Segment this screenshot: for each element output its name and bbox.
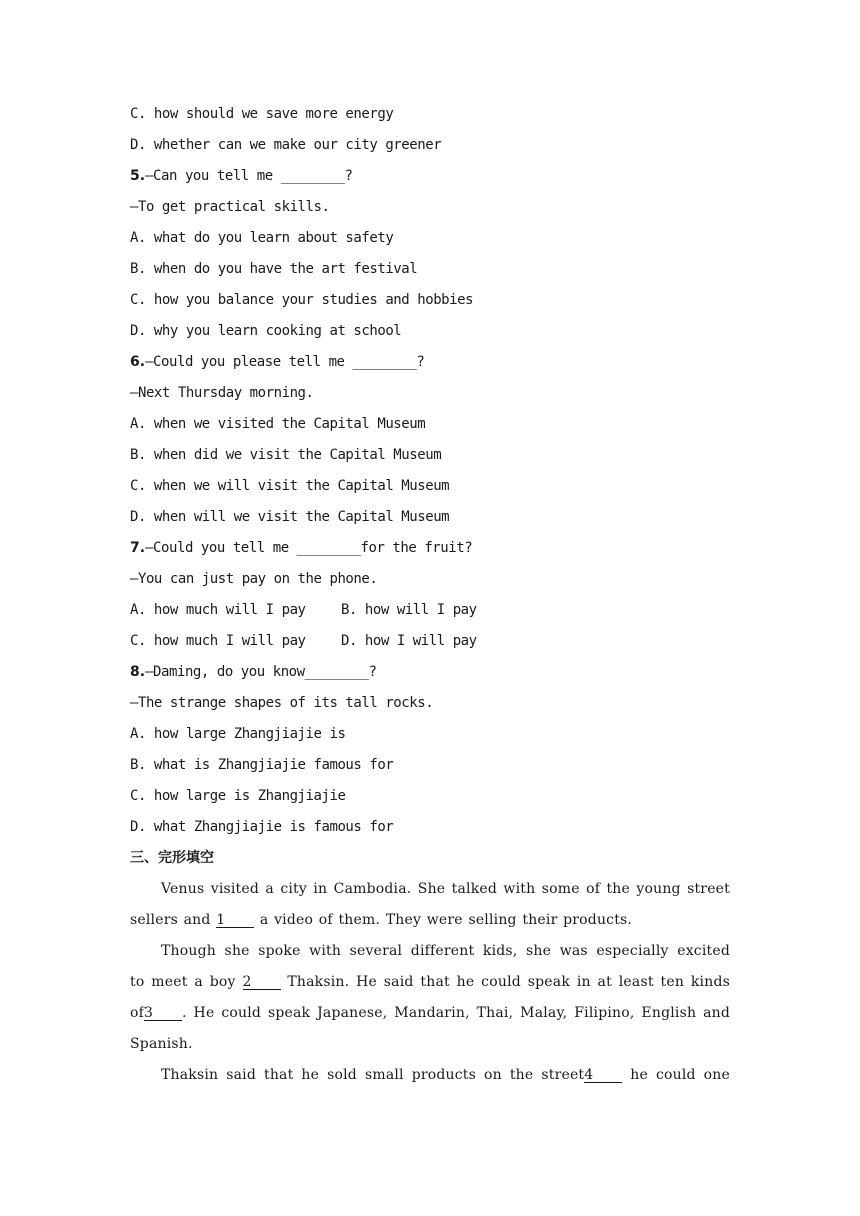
question-6 bbox=[130, 347, 730, 378]
option-text: A. when we visited the Capital Museum bbox=[130, 416, 426, 432]
option-text: C. how large is Zhangjiajie bbox=[130, 788, 346, 804]
option-text: D. when will we visit the Capital Museum bbox=[130, 509, 450, 525]
question-number: 7. bbox=[130, 540, 146, 556]
blank-1: 1 bbox=[216, 913, 254, 928]
answer-text: —The strange shapes of its tall rocks. bbox=[130, 695, 434, 711]
option-text: D. whether can we make our city greener bbox=[130, 137, 442, 153]
passage-text: Thaksin said that he sold small products on the street bbox=[161, 1067, 585, 1083]
blank-4: 4 bbox=[584, 1068, 622, 1083]
question-number: 5. bbox=[130, 168, 146, 184]
section-title: 三、完形填空 bbox=[130, 850, 214, 866]
passage-line bbox=[130, 1060, 730, 1091]
question-7 bbox=[130, 533, 730, 564]
option-row bbox=[130, 626, 730, 657]
question-text: —Daming, do you know________? bbox=[145, 664, 377, 680]
passage-line: Venus visited a city in Cambodia. She talked with some of the young street bbox=[161, 881, 730, 897]
passage-text: he could one bbox=[622, 1067, 730, 1083]
answer-text: —To get practical skills. bbox=[130, 199, 330, 215]
option-row bbox=[130, 595, 730, 626]
passage-line bbox=[130, 905, 730, 936]
passage-text: . He could speak Japanese, Mandarin, Thai, Malay, Filipino, English and bbox=[182, 1005, 730, 1021]
question-5 bbox=[130, 161, 730, 192]
passage-line bbox=[130, 998, 730, 1029]
option-text: B. when did we visit the Capital Museum bbox=[130, 447, 442, 463]
option-text: C. how much I will pay bbox=[130, 633, 306, 649]
answer-text: —Next Thursday morning. bbox=[130, 385, 314, 401]
option-text: A. how large Zhangjiajie is bbox=[130, 726, 346, 742]
option-text: C. when we will visit the Capital Museum bbox=[130, 478, 450, 494]
blank-3: 3 bbox=[144, 1006, 182, 1021]
option-text: D. why you learn cooking at school bbox=[130, 323, 402, 339]
passage-line bbox=[130, 967, 730, 998]
answer-text: —You can just pay on the phone. bbox=[130, 571, 378, 587]
option-text: C. how should we save more energy bbox=[130, 106, 394, 122]
blank-2: 2 bbox=[243, 975, 281, 990]
passage-text: Thaksin. He said that he could speak in at least ten kinds bbox=[280, 974, 730, 990]
passage-line: Though she spoke with several different kids, she was especially excited bbox=[161, 943, 730, 959]
exam-page bbox=[130, 99, 730, 1091]
option-text: C. how you balance your studies and hobbies bbox=[130, 292, 474, 308]
passage-text: a video of them. They were selling their products. bbox=[254, 912, 633, 928]
option-text: D. how I will pay bbox=[341, 633, 477, 649]
question-number: 6. bbox=[130, 354, 146, 370]
question-number: 8. bbox=[130, 664, 146, 680]
question-text: —Can you tell me ________? bbox=[145, 168, 353, 184]
option-text: B. what is Zhangjiajie famous for bbox=[130, 757, 394, 773]
option-text: D. what Zhangjiajie is famous for bbox=[130, 819, 394, 835]
option-text: A. what do you learn about safety bbox=[130, 230, 394, 246]
passage-text: sellers and bbox=[130, 912, 217, 928]
question-8 bbox=[130, 657, 730, 688]
passage-text: to meet a boy bbox=[130, 974, 243, 990]
option-text: B. how will I pay bbox=[341, 602, 477, 618]
passage-text: of bbox=[130, 1005, 145, 1021]
question-text: —Could you tell me ________for the fruit? bbox=[145, 540, 473, 556]
passage-line: Spanish. bbox=[130, 1036, 193, 1052]
option-text: B. when do you have the art festival bbox=[130, 261, 418, 277]
question-text: —Could you please tell me ________? bbox=[145, 354, 425, 370]
option-text: A. how much will I pay bbox=[130, 602, 306, 618]
